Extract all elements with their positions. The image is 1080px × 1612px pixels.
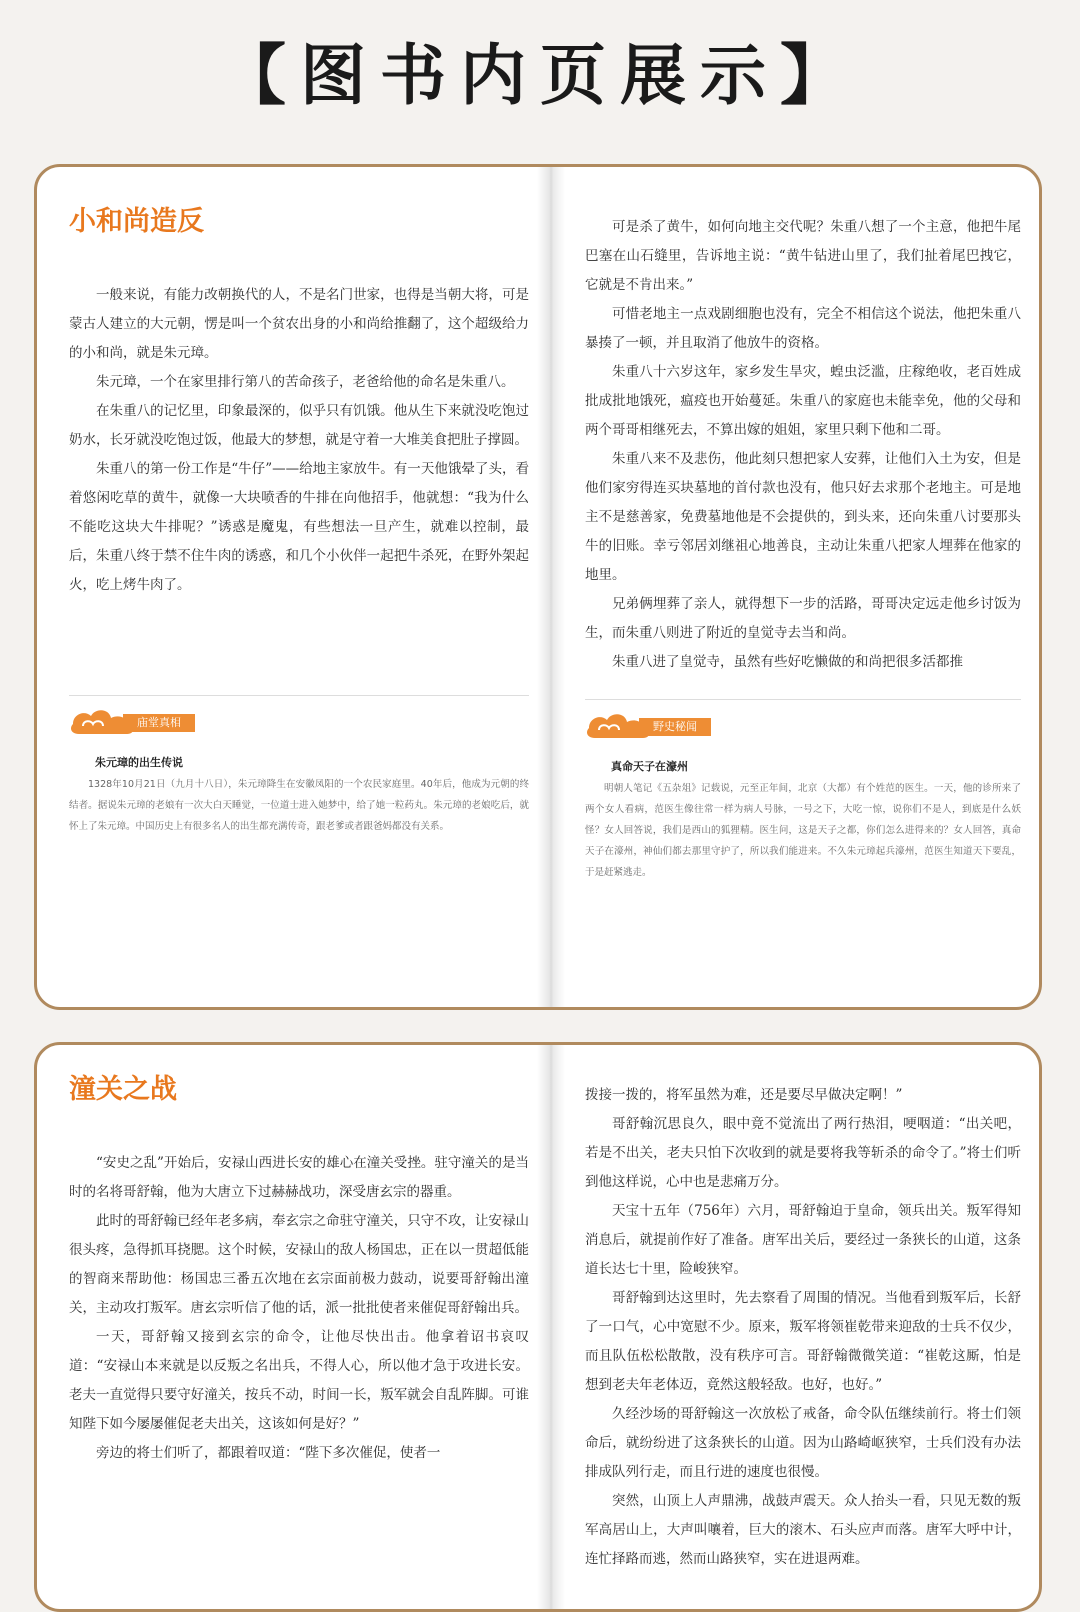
paragraph: 拨接一拨的，将军虽然为难，还是要尽早做决定啊！” [585,1087,903,1103]
divider [585,699,1021,700]
paragraph: 可是杀了黄牛，如何向地主交代呢？朱重八想了一个主意，他把牛尾巴塞在山石缝里，告诉地主说：“黄牛钻进山里了，我们扯着尾巴拽它，它就是不肯出来。” [585,219,1021,293]
chapter-body [69,1149,529,1468]
paragraph: 哥舒翰到达这里时，先去察看了周围的情况。当他看到叛军后，长舒了一口气，心中宽慰不少。原来，叛军将领崔乾带来迎敌的士兵不仅少，而且队伍松松散散，没有秩序可言。哥舒翰微微笑道：“崔乾这厮，怕是想到老夫年老体迈，竟然这般轻敌。也好，也好。” [585,1290,1021,1393]
paragraph: 朱元璋，一个在家里排行第八的苦命孩子，老爸给他的命名是朱重八。 [96,374,515,390]
sidebar-heading: 真命天子在濠州 [611,760,688,773]
left-page [69,167,529,1010]
sidebar-heading: 朱元璋的出生传说 [95,756,183,769]
paragraph: 久经沙场的哥舒翰这一次放松了戒备，命令队伍继续前行。将士们领命后，就纷纷进了这条狭长的山道。因为山路崎岖狭窄，士兵们没有办法排成队列行走，而且行进的速度也很慢。 [585,1406,1021,1480]
chapter-body [585,1081,1021,1574]
divider [69,695,529,696]
paragraph: 朱重八进了皇觉寺，虽然有些好吃懒做的和尚把很多活都推 [612,654,963,670]
paragraph: 此时的哥舒翰已经年老多病，奉玄宗之命驻守潼关，只守不攻，让安禄山很头疼，急得抓耳挠腮。这个时候，安禄山的敌人杨国忠，正在以一贯超低能的智商来帮助他：杨国忠三番五次地在玄宗面前极力鼓动，说要哥舒翰出潼关，主动攻打叛军。唐玄宗听信了他的话，派一批批使者来催促哥舒翰出兵。 [69,1213,529,1316]
sidebar-box [585,699,1021,883]
paragraph: 突然，山顶上人声鼎沸，战鼓声震天。众人抬头一看，只见无数的叛军高居山上，大声叫嚷着，巨大的滚木、石头应声而落。唐军大呼中计，连忙择路而逃，然而山路狭窄，实在进退两难。 [585,1493,1021,1567]
chapter-body [69,281,529,600]
book-spread-1 [34,164,1042,1010]
right-page [585,167,1021,1010]
paragraph: 旁边的将士们听了，都跟着叹道：“陛下多次催促，使者一 [96,1445,441,1461]
paragraph: 朱重八十六岁这年，家乡发生旱灾，蝗虫泛滥，庄稼绝收，老百姓成批成批地饿死，瘟疫也开始蔓延。朱重八的家庭也未能幸免，他的父母和两个哥哥相继死去，不算出嫁的姐姐，家里只剩下他和二哥。 [585,364,1021,438]
sidebar-box [69,695,529,837]
book-gutter [537,1045,565,1609]
paragraph: 哥舒翰沉思良久，眼中竟不觉流出了两行热泪，哽咽道：“出关吧，若是不出关，老夫只怕下次收到的就是要将我等斩杀的命令了。”将士们听到他这样说，心中也是悲痛万分。 [585,1116,1021,1190]
sidebar-badge [585,714,1021,740]
sidebar-text: 1328年10月21日（九月十八日），朱元璋降生在安徽凤阳的一个农民家庭里。40年后，他成为元朝的终结者。据说朱元璋的老娘有一次大白天睡觉，一位道士进入她梦中，给了她一粒药丸。朱元璋的老娘吃后，就怀上了朱元璋。中国历史上有很多名人的出生都充满传奇，跟老爹或者跟爸妈都没有关系。 [69,779,529,832]
left-page [69,1045,529,1612]
chapter-title: 潼关之战 [69,1074,177,1105]
chapter-body [585,213,1021,677]
paragraph: 朱重八的第一份工作是“牛仔”——给地主家放牛。有一天他饿晕了头，看着悠闲吃草的黄牛，就像一大块喷香的牛排在向他招手，他就想：“我为什么不能吃这块大牛排呢？”诱惑是魔鬼，有些想法一旦产生，就难以控制，最后，朱重八终于禁不住牛肉的诱惑，和几个小伙伴一起把牛杀死，在野外架起火，吃上烤牛肉了。 [69,461,529,593]
book-spread-2 [34,1042,1042,1612]
paragraph: 兄弟俩埋葬了亲人，就得想下一步的活路，哥哥决定远走他乡讨饭为生，而朱重八则进了附近的皇觉寺去当和尚。 [585,596,1021,641]
book-gutter [537,167,565,1007]
paragraph: “安史之乱”开始后，安禄山西进长安的雄心在潼关受挫。驻守潼关的是当时的名将哥舒翰，他为大唐立下过赫赫战功，深受唐玄宗的器重。 [69,1155,529,1200]
paragraph: 一天，哥舒翰又接到玄宗的命令，让他尽快出击。他拿着诏书哀叹道：“安禄山本来就是以反叛之名出兵，不得人心，所以他才急于攻进长安。老夫一直觉得只要守好潼关，按兵不动，时间一长，叛军就会自乱阵脚。可谁知陛下如今屡屡催促老夫出关，这该如何是好？” [69,1329,529,1432]
sidebar-text: 明朝人笔记《五杂俎》记载说，元至正年间，北京（大都）有个姓范的医生。一天，他的诊所来了两个女人看病，范医生像往常一样为病人号脉，一号之下，大吃一惊，说你们不是人，到底是什么妖怪？女人回答说，我们是西山的狐狸精。医生问，这是天子之都，你们怎么进得来的？女人回答，真命天子在濠州，神仙们都去那里守护了，所以我们能进来。不久朱元璋起兵濠州，范医生知道天下要乱，于是赶紧逃走。 [585,783,1021,878]
paragraph: 可惜老地主一点戏剧细胞也没有，完全不相信这个说法，他把朱重八暴揍了一顿，并且取消了他放牛的资格。 [585,306,1021,351]
right-page [585,1045,1021,1612]
paragraph: 天宝十五年（756年）六月，哥舒翰迫于皇命，领兵出关。叛军得知消息后，就提前作好了准备。唐军出关后，要经过一条狭长的山道，这条道长达七十里，险峻狭窄。 [585,1203,1021,1277]
paragraph: 朱重八来不及悲伤，他此刻只想把家人安葬，让他们入土为安，但是他们家穷得连买块墓地的首付款也没有，他只好去求那个老地主。可是地主不是慈善家，免费墓地他是不会提供的，到头来，还向朱重八讨要那头牛的旧账。幸亏邻居刘继祖心地善良，主动让朱重八把家人埋葬在他家的地里。 [585,451,1021,583]
sidebar-badge-label: 庙堂真相 [123,714,195,732]
paragraph: 在朱重八的记忆里，印象最深的，似乎只有饥饿。他从生下来就没吃饱过奶水，长牙就没吃饱过饭，他最大的梦想，就是守着一大堆美食把肚子撑圆。 [69,403,529,448]
chapter-title: 小和尚造反 [69,206,204,237]
sidebar-badge-label: 野史秘闻 [639,718,711,736]
paragraph: 一般来说，有能力改朝换代的人，不是名门世家，也得是当朝大将，可是蒙古人建立的大元朝，愣是叫一个贫农出身的小和尚给推翻了，这个超级给力的小和尚，就是朱元璋。 [69,287,529,361]
page-title: 【图书内页展示】 [220,36,860,114]
sidebar-badge [69,710,529,736]
